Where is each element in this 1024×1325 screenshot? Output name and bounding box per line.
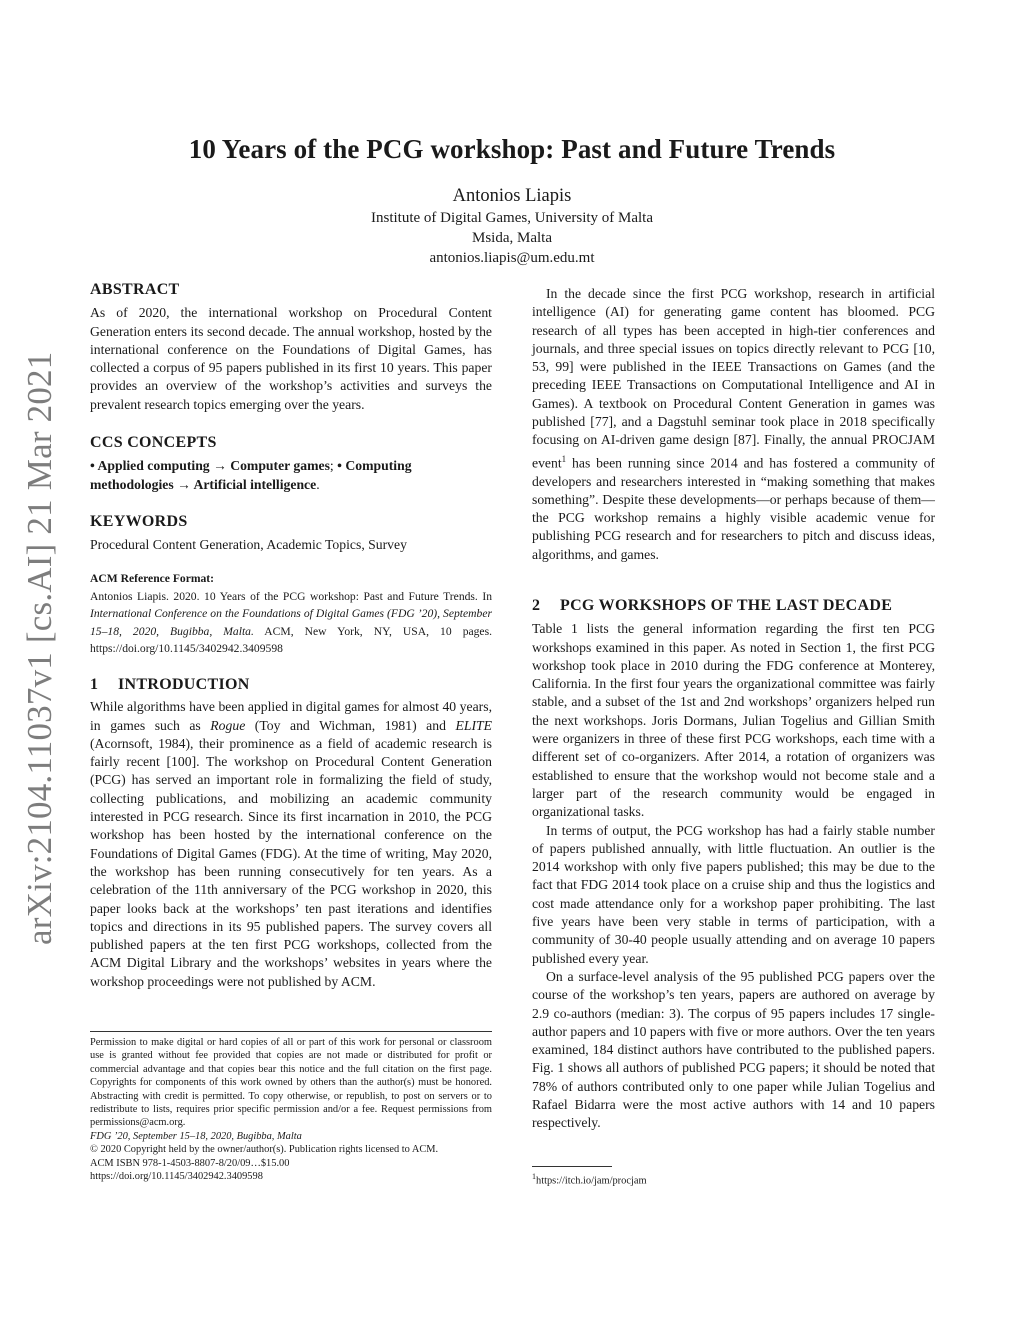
introduction-section	[90, 676, 492, 991]
acm-reference-text	[90, 588, 492, 658]
acm-reference-doi[interactable]: ACM, New York, NY, USA, 10 pages. https://doi.org/10.1145/3402942.3409598	[90, 624, 492, 655]
intro-text: While algorithms have been applied in digital games for almost 40 years, in games such as	[90, 699, 492, 733]
permission-block	[90, 1036, 492, 1183]
abstract-text: As of 2020, the international workshop on Procedural Content Generation enters its second decade. The annual workshop, hosted by the international conference on the Foundations of Digital Games, has collected a corpus of 95 papers published in its first 10 years. This paper provides an overview of the workshop’s activities and surveys the prevalent research topics emerging over the years.	[90, 305, 492, 412]
acm-reference-heading: ACM Reference Format:	[90, 572, 215, 585]
introduction-heading	[90, 676, 492, 694]
arrow-icon: →	[213, 458, 227, 474]
section-2-paragraph-3: On a surface-level analysis of the 95 published PCG papers over the course of the workshop’s ten years, papers are authored on average by 2.9 co-authors (median: 3). The corpus of 95 papers includes 17 single-author papers and 10 papers with five or more authors. Over the ten years examined, 184 distinct authors have contributed to the published papers. Fig. 1 shows all authors of published PCG papers; it should be noted that 78% of authors contributed only to one paper while Julian Togelius and Rafael Bidarra were the most active authors with 14 and 10 papers respectively.	[532, 968, 935, 1131]
acm-reference-part: Antonios Liapis. 2020. 10 Years of the PCG workshop: Past and Future Trends. In	[90, 589, 492, 603]
author-affiliation: Institute of Digital Games, University of Malta	[370, 210, 654, 226]
ccs-term-1: Computer games	[230, 458, 330, 474]
game-title-rogue: Rogue	[210, 717, 246, 733]
ccs-term-2: Artificial intelligence	[193, 476, 317, 492]
arxiv-stamp[interactable]: arXiv:2104.11037v1 [cs.AI] 21 Mar 2021	[20, 351, 59, 945]
section-2	[532, 597, 935, 1133]
permission-text: Permission to make digital or hard copies of all or part of this work for personal or classroom use is granted without fee provided that copies are not made or distributed for profit or commercial advantage and that copies bear this notice and the full citation on the first page. Copyrights for components of this work owned by others than the author(s) must be honored. Abstracting with credit is permitted. To copy otherwise, or republish, to post on servers or to redistribute to lists, requires prior specific permission and/or a fee. Request permissions from permissions@acm.org.	[90, 1037, 492, 1129]
intro-continued-text: In the decade since the first PCG workshop, research in artificial intelligence (AI) for generating game content has bloomed. PCG research of all types has been accepted in high-tier conferences and journals, and three special issues on topics directly relevant to PCG [10, 53, 99] were published in the IEEE Transactions on Games (and the preceding IEEE Transactions on Computational Intelligence and AI in Games). A textbook on Procedural Content Generation in games was published [77], and a Dagstuhl seminar took place in 2018 specifically focusing on AI-driven game design [87]. Finally, the annual PROCJAM event	[532, 286, 935, 471]
acm-reference-venue: International Conference on the Foundations of Digital Games (FDG ’20), September 15–18, 2020, Bugibba, Malta.	[90, 607, 492, 638]
keywords-text: Procedural Content Generation, Academic Topics, Survey	[90, 537, 407, 553]
section-2-paragraph-1: Table 1 lists the general information regarding the first ten PCG workshops examined in this paper. As noted in Section 1, the first PCG workshop took place in 2010 during the FDG conference at Monterey, California. In the first four years the organizational committee was fairly stable, and a subset of the 1st and 2nd workshops’ organizers helped run the next workshops. Joris Dormans, Julian Togelius and Gillian Smith were organizers in three of these first PCG workshops, each time with a different set of co-organizers. After 2014, a rotation of organizers was established to ensure that the workshop would not become stale and a larger part of the research community would be engaged in organizational tasks.	[532, 621, 935, 820]
acm-reference	[90, 570, 492, 658]
ccs-bullet-1: • Applied computing	[90, 458, 210, 474]
permission-divider	[90, 1031, 492, 1032]
keywords-heading: KEYWORDS	[90, 513, 188, 530]
isbn-line: ACM ISBN 978-1-4503-8807-8/20/09…$15.00	[90, 1157, 290, 1169]
right-intro	[532, 285, 935, 564]
footnote-divider	[532, 1166, 612, 1167]
author-location: Msida, Malta	[472, 230, 552, 246]
abstract-section	[90, 281, 492, 414]
permission-venue: FDG ’20, September 15–18, 2020, Bugibba, Malta	[90, 1130, 302, 1142]
copyright-line: © 2020 Copyright held by the owner/author(s). Publication rights licensed to ACM.	[90, 1144, 439, 1156]
footnote-link[interactable]: https://itch.io/jam/procjam	[536, 1175, 647, 1187]
section-number: 2	[532, 597, 541, 614]
footnote-number: 1	[532, 1172, 536, 1181]
footnote	[532, 1170, 935, 1188]
doi-link[interactable]: https://doi.org/10.1145/3402942.3409598	[90, 1171, 263, 1183]
footnote-marker[interactable]: 1	[561, 453, 567, 464]
arrow-icon: →	[177, 476, 191, 492]
ccs-bullet-2: • Computing methodologies	[90, 458, 412, 492]
author-email[interactable]: antonios.liapis@um.edu.mt	[429, 250, 595, 266]
keywords-section	[90, 513, 492, 555]
ccs-heading: CCS CONCEPTS	[90, 434, 217, 451]
section-2-paragraph-2: In terms of output, the PCG workshop has had a fairly stable number of papers published annually, with little fluctuation. An outlier is the 2014 workshop with only five papers published; this may be due to the fact that FDG 2014 took place on a cruise ship and thus the logistics and cost made attendance only for a workshop paper prohibiting. The last five years have been very stable in terms of participation, with a community of 30-40 people usually attending and on average 10 papers published every year.	[532, 822, 935, 966]
author-name: Antonios Liapis	[452, 186, 572, 206]
ccs-separator: ;	[329, 458, 338, 474]
paper-title: 10 Years of the PCG workshop: Past and Future Trends	[188, 134, 836, 164]
ccs-end: .	[316, 476, 320, 492]
intro-continued-text: has been running since 2014 and has fostered a community of developers and researchers interested in “making something that makes something”. Despite these developments—or perhaps because of them—the PCG workshop remains a highly visible academic venue for publishing PCG research and for researchers to pitch and discuss ideas, algorithms, and games.	[532, 455, 935, 562]
section-2-heading	[532, 597, 935, 615]
intro-text: (Toy and Wichman, 1981) and	[245, 717, 456, 733]
intro-text: (Acornsoft, 1984), their prominence as a field of academic research is fairly recent [100]. The workshop on Procedural Content Generation (PCG) has served an important role in formalizing the field of study, collecting publications, and mobilizing an academic community interested in PCG research. Since its first incarnation in 2010, the PCG workshop has been hosted by the international conference on the Foundations of Digital Games (FDG). At the time of writing, May 2020, the workshop has been running consecutively for ten years. As a celebration of the 11th anniversary of the PCG workshop in 2020, this paper looks back at the workshops’ ten past iterations and identifies topics and directions in its 95 published papers. The survey covers all published papers at the ten first PCG workshops, collected from the ACM Digital Library and the workshops’ websites in years where the workshop proceedings were not published by ACM.	[90, 735, 492, 989]
section-title: INTRODUCTION	[118, 676, 250, 693]
abstract-heading: ABSTRACT	[90, 281, 180, 298]
intro-continued-paragraph	[532, 285, 935, 564]
game-title-elite: ELITE	[455, 717, 492, 733]
section-number: 1	[90, 676, 99, 693]
introduction-paragraph	[90, 698, 492, 991]
ccs-concepts-text	[90, 457, 492, 494]
ccs-section	[90, 434, 492, 494]
section-title: PCG WORKSHOPS OF THE LAST DECADE	[560, 597, 893, 614]
